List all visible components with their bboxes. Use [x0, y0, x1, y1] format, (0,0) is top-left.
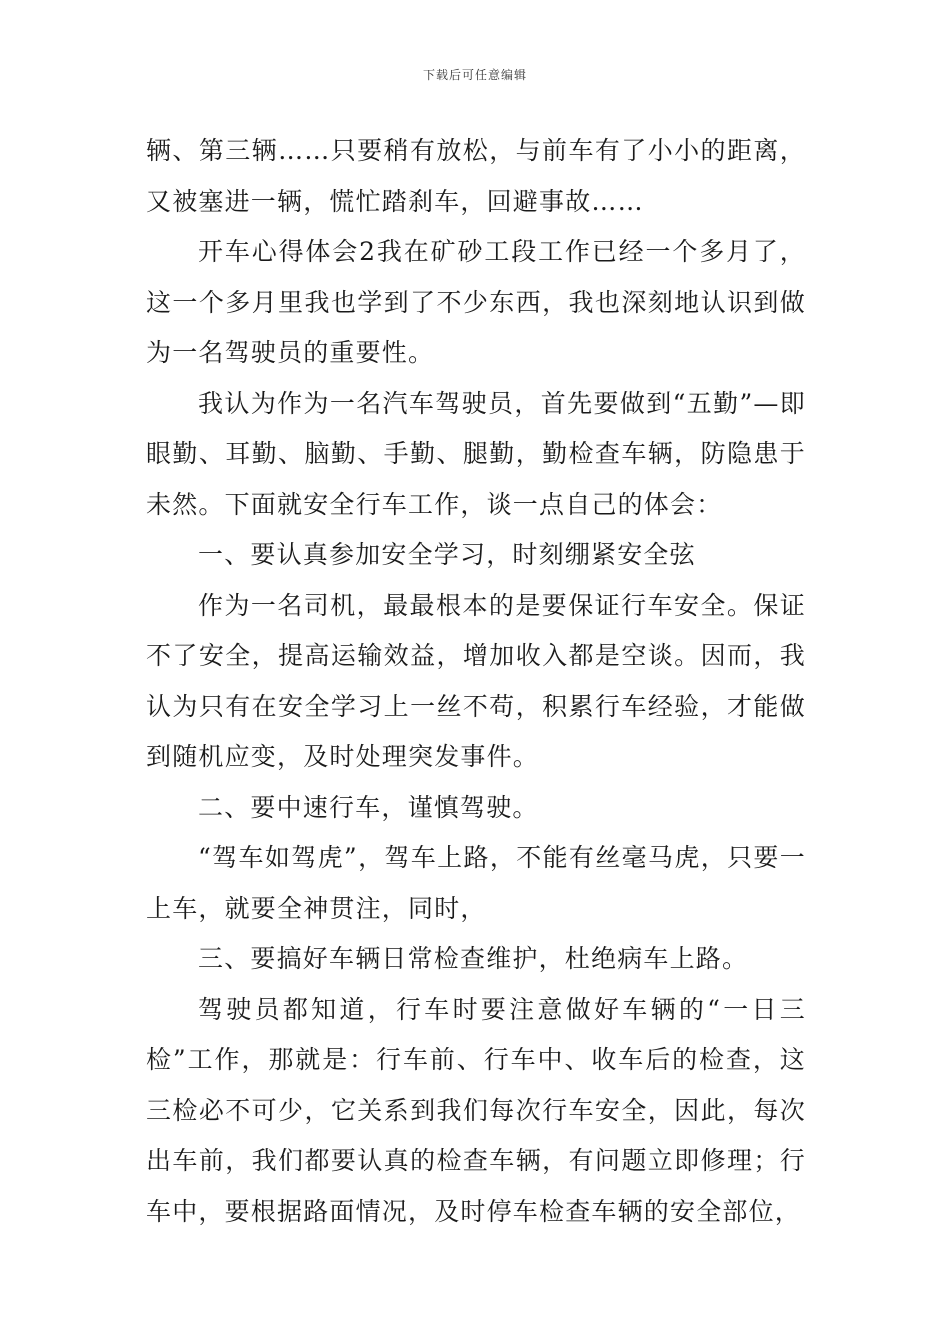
section-heading-1: 一、要认真参加安全学习，时刻绷紧安全弦 — [198, 540, 696, 569]
paragraph-3: 我认为作为一名汽车驾驶员，首先要做到“五勤”—即眼勤、耳勤、脑勤、手勤、腿勤，勤检查车辆，防隐患于未然。下面就安全行车工作，谈一点自己的体会： — [146, 388, 806, 519]
paragraph-6: 驾驶员都知道，行车时要注意做好车辆的“一日三检”工作，那就是：行车前、行车中、收车后的检查，这三检必不可少，它关系到我们每次行车安全，因此，每次出车前，我们都要认真的检查车辆，有问题立即修理；行车中，要根据路面情况，及时停车检查车辆的安全部位， — [146, 994, 806, 1226]
paragraph-1: 辆、第三辆……只要稍有放松，与前车有了小小的距离，又被塞进一辆，慌忙踏刹车，回避事故…… — [146, 136, 806, 216]
page-header: 下载后可任意编辑 — [422, 68, 527, 82]
document-body — [146, 126, 806, 1237]
paragraph-2: 开车心得体会2我在矿砂工段工作已经一个多月了，这一个多月里我也学到了不少东西，我也深刻地认识到做为一名驾驶员的重要性。 — [146, 237, 806, 367]
section-heading-2: 二、要中速行车，谨慎驾驶。 — [198, 792, 539, 822]
section-heading-3: 三、要搞好车辆日常检查维护，杜绝病车上路。 — [198, 944, 749, 973]
paragraph-4: 作为一名司机，最最根本的是要保证行车安全。保证不了安全，提高运输效益，增加收入都是空谈。因而，我认为只有在安全学习上一丝不苟，积累行车经验，才能做到随机应变，及时处理突发事件。 — [146, 590, 806, 771]
paragraph-5: “驾车如驾虎”，驾车上路，不能有丝毫马虎，只要一上车，就要全神贯注，同时， — [146, 843, 806, 923]
